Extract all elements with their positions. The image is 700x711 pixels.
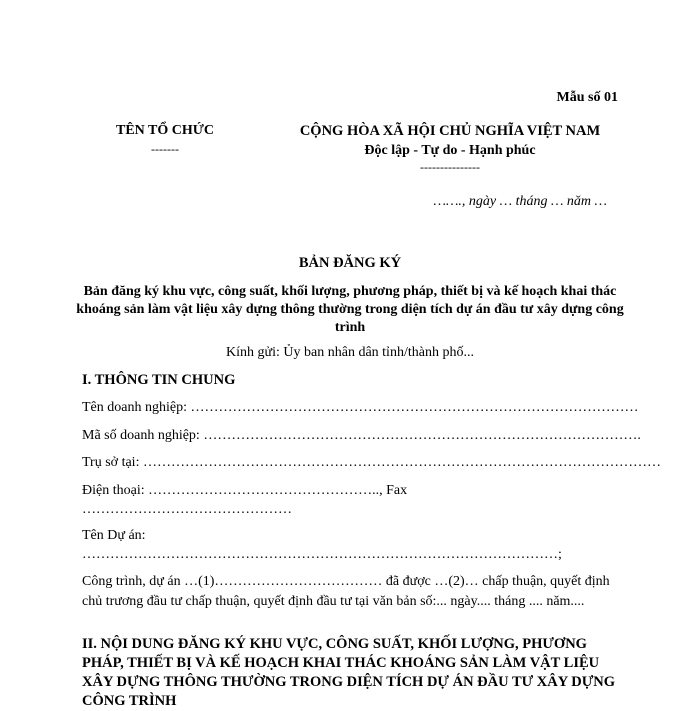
head-office-field: Trụ sở tại: ………………………………………………………………………………………………… <box>82 455 661 470</box>
addressee-line: Kính gửi: Ủy ban nhân dân tỉnh/thành phố... <box>226 345 474 360</box>
company-name-field: Tên doanh nghiệp: …………………………………………………………………………………… <box>82 400 639 415</box>
project-name-label: Tên Dự án: <box>82 528 146 543</box>
approval-paragraph: Công trình, dự án …(1)……………………………… đã được …(2)… chấp thuận, quyết định chủ trương đầu tư chấp thuận, quyết định đầu tư tại văn bản số:... ngày.... tháng .... năm.... <box>82 574 610 609</box>
motto-rule: --------------- <box>420 160 480 174</box>
organization-rule: ------- <box>151 142 179 156</box>
document-subtitle: Bản đăng ký khu vực, công suất, khối lượng, phương pháp, thiết bị và kế hoạch khai thác khoáng sản làm vật liệu xây dựng thông thường trong diện tích dự án đầu tư xây dựng công trình <box>76 284 624 335</box>
tax-code-field: Mã số doanh nghiệp: …………………………………………………………………………………. <box>82 428 641 443</box>
national-motto: Độc lập - Tự do - Hạnh phúc <box>364 143 536 158</box>
form-number: Mẫu số 01 <box>556 90 618 105</box>
national-title: CỘNG HÒA XÃ HỘI CHỦ NGHĨA VIỆT NAM <box>299 123 601 139</box>
fax-continuation: ……………………………………… <box>82 502 292 517</box>
section-1-heading: I. THÔNG TIN CHUNG <box>82 372 236 388</box>
date-line: ……., ngày … tháng … năm … <box>433 194 607 209</box>
section-2-heading: II. NỘI DUNG ĐĂNG KÝ KHU VỰC, CÔNG SUẤT, KHỐI LƯỢNG, PHƯƠNG PHÁP, THIẾT BỊ VÀ KẾ HOẠCH KHAI THÁC KHOÁNG SẢN LÀM VẬT LIỆU XÂY DỰNG THÔNG THƯỜNG TRONG DIỆN TÍCH DỰ ÁN ĐẦU TƯ XÂY DỰNG CÔNG TRÌNH <box>82 636 616 709</box>
project-name-line: …………………………………………………………………………………………; <box>82 547 562 562</box>
document-title: BẢN ĐĂNG KÝ <box>298 255 402 271</box>
organization-name: TÊN TỔ CHỨC <box>115 123 214 138</box>
phone-fax-field: Điện thoại: ………………………………………….., Fax <box>82 483 408 498</box>
